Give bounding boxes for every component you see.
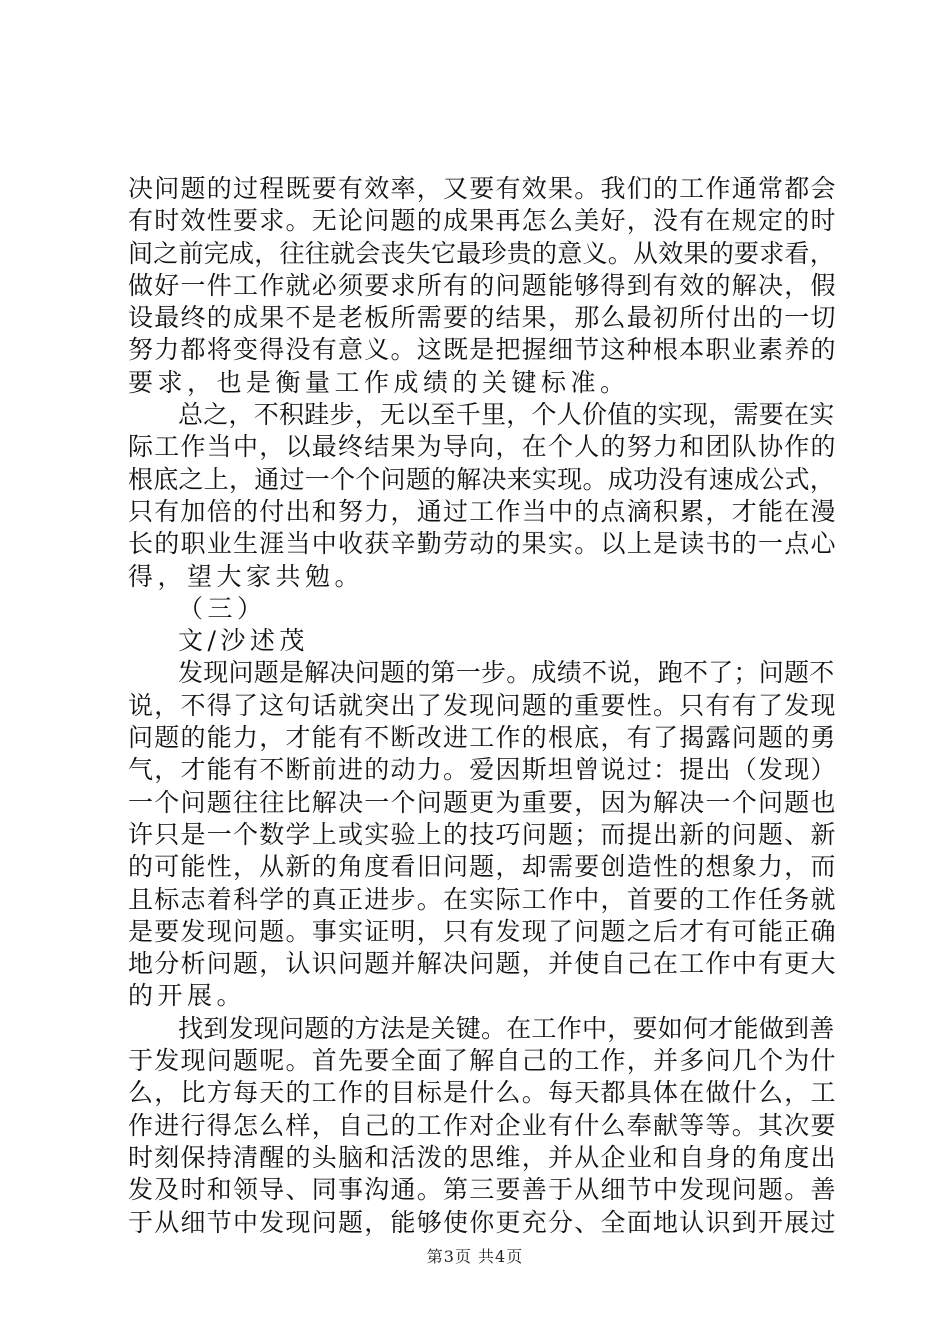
text-line: 是要发现问题。事实证明，只有发现了问题之后才有可能正确 <box>128 916 837 946</box>
text-line: 根底之上，通过一个个问题的解决来实现。成功没有速成公式， <box>128 464 836 494</box>
text-line: 气，才能有不断前进的动力。爱因斯坦曾说过：提出（发现） <box>128 755 837 785</box>
text-line: 做好一件工作就必须要求所有的问题能够得到有效的解决，假 <box>128 270 837 300</box>
text-line: 努力都将变得没有意义。这既是把握细节这种根本职业素养的 <box>128 335 837 365</box>
text-line: 地分析问题，认识问题并解决问题，并使自己在工作中有更大 <box>128 949 837 979</box>
text-line: 长的职业生涯当中收获辛勤劳动的果实。以上是读书的一点心 <box>128 529 837 559</box>
text-line: 发及时和领导、同事沟通。第三要善于从细节中发现问题。善 <box>128 1175 837 1205</box>
text-line: 于发现问题呢。首先要全面了解自己的工作，并多问几个为什 <box>128 1046 837 1076</box>
text-line: 于从细节中发现问题，能够使你更充分、全面地认识到开展过 <box>128 1207 837 1237</box>
text-line: 许只是一个数学上或实验上的技巧问题；而提出新的问题、新 <box>128 819 837 849</box>
text-line: 作进行得怎么样，自己的工作对企业有什么奉献等等。其次要 <box>128 1110 837 1140</box>
text-line: 设最终的成果不是老板所需要的结果，那么最初所付出的一切 <box>128 303 837 333</box>
text-line: 间之前完成，往往就会丧失它最珍贵的意义。从效果的要求看， <box>128 238 836 268</box>
text-line: 一个问题往往比解决一个问题更为重要，因为解决一个问题也 <box>128 787 837 817</box>
text-line: 际工作当中，以最终结果为导向，在个人的努力和团队协作的 <box>128 432 837 462</box>
text-line: 且标志着科学的真正进步。在实际工作中，首要的工作任务就 <box>128 884 837 914</box>
text-line: 有时效性要求。无论问题的成果再怎么美好，没有在规定的时 <box>128 206 837 236</box>
text-line: 说，不得了这句话就突出了发现问题的重要性。只有有了发现 <box>128 690 837 720</box>
text-line: 问题的能力，才能有不断改进工作的根底，有了揭露问题的勇 <box>128 723 837 753</box>
author-line: 文/沙述茂 <box>178 626 309 656</box>
text-line: 只有加倍的付出和努力，通过工作当中的点滴积累，才能在漫 <box>128 496 837 526</box>
text-line: 决问题的过程既要有效率，又要有效果。我们的工作通常都会 <box>128 174 837 203</box>
text-line: 总之，不积跬步，无以至千里，个人价值的实现，需要在实 <box>178 400 835 430</box>
text-line: 时刻保持清醒的头脑和活泼的思维，并从企业和自身的角度出 <box>128 1142 837 1172</box>
text-line: 的可能性，从新的角度看旧问题，却需要创造性的想象力，而 <box>128 852 837 882</box>
text-line: 找到发现问题的方法是关键。在工作中，要如何才能做到善 <box>178 1013 835 1043</box>
section-heading: （三） <box>178 593 267 623</box>
text-line: 要求，也是衡量工作成绩的关键标准。 <box>128 367 630 397</box>
document-body <box>128 173 840 1239</box>
text-line: 得，望大家共勉。 <box>128 561 365 591</box>
page-number-footer: 第3页 共4页 <box>426 1247 524 1266</box>
text-line: 么，比方每天的工作的目标是什么。每天都具体在做什么，工 <box>128 1078 837 1108</box>
text-line: 的开展。 <box>128 981 247 1011</box>
text-line: 发现问题是解决问题的第一步。成绩不说，跑不了；问题不 <box>178 658 835 688</box>
